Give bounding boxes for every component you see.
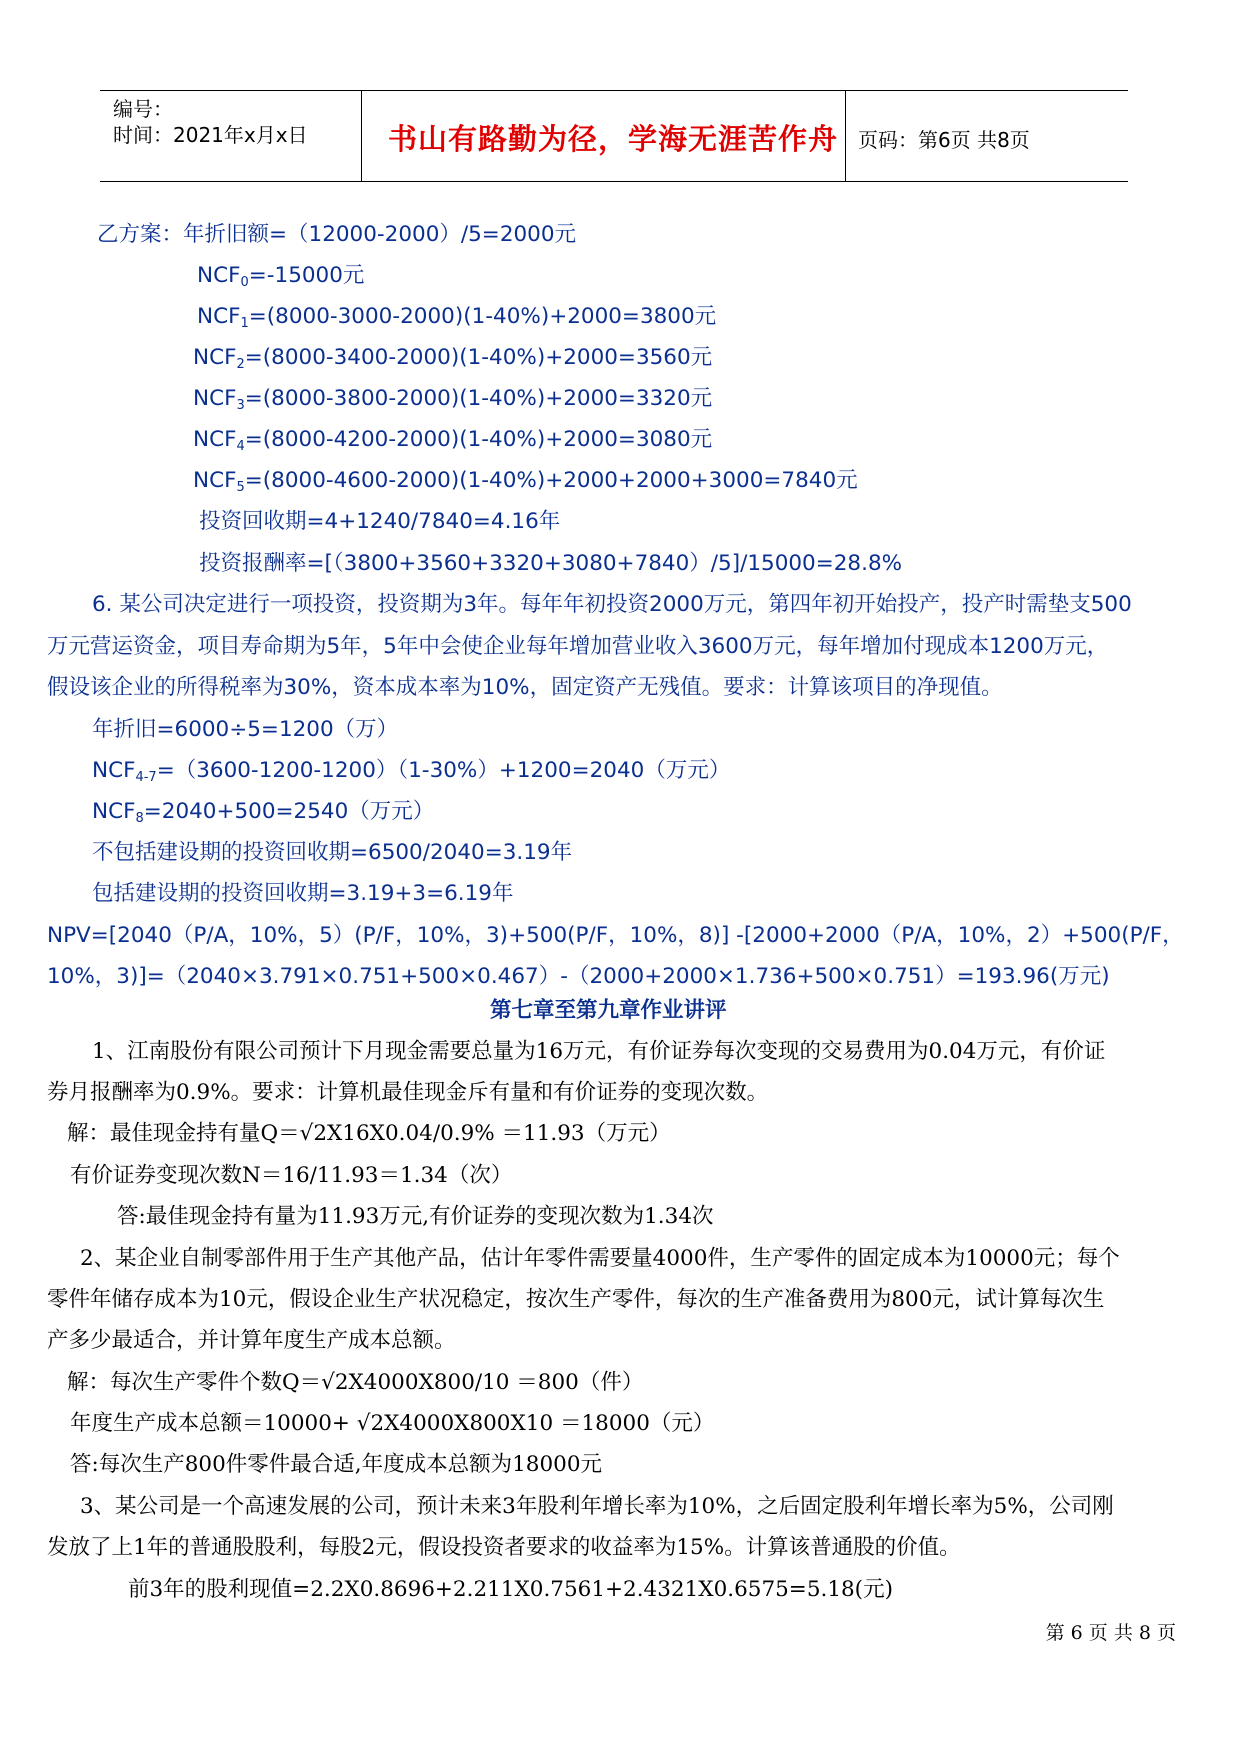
q1-answer: 答:最佳现金持有量为11.93万元,有价证券的变现次数为1.34次 [117,1204,714,1229]
plan-b-ncf1: $NCF_1=(8000-3000-2000)(1-40\%)+2000=3800$元 [197,304,717,331]
serial-label: 编号： [113,97,173,121]
plan-b-roi: 投资报酬率=[（3800+3560+3320+3080+7840）/5]/15000=28.8% [199,551,903,576]
q1-line-2: 券月报酬率为0.9%。要求：计算机最佳现金斥有量和有价证券的变现次数。 [47,1080,769,1105]
q3-solution: 前3年的股利现值=2.2X0.8696+2.211X0.7561+2.4321X0.6575=5.18(元) [128,1577,893,1602]
q6-ncf8: $NCF_8=2040+500=2540$（万元） [92,799,435,826]
q3-line-2: 发放了上1年的普通股股利，每股2元，假设投资者要求的收益率为15%。计算该普通股的价值。 [47,1535,961,1560]
plan-b-payback: 投资回收期=4+1240/7840=4.16年 [199,509,561,534]
plan-b-ncf5: $NCF_5=(8000-4600-2000)(1-40\%)+2000+2000+3000=7840$元 [193,468,858,495]
plan-b-ncf3: $NCF_3=(8000-3800-2000)(1-40\%)+2000=3320$元 [193,386,713,413]
header-divider-right [845,90,846,182]
plan-b-ncf4: $NCF_4=(8000-4200-2000)(1-40\%)+2000=3080$元 [193,427,713,454]
header-motto: 书山有路勤为径，学海无涯苦作舟 [388,122,839,156]
q2-line-2: 零件年储存成本为10元，假设企业生产状况稳定，按次生产零件，每次的生产准备费用为800元，试计算每次生 [47,1287,1105,1312]
q1-solution-q: 解：最佳现金持有量Q＝√2X16X0.04/0.9% ＝11.93（万元） [67,1121,671,1146]
header-top-border [100,90,1128,91]
q1-solution-n: 有价证券变现次数N＝16/11.93＝1.34（次） [70,1163,513,1188]
chapter-title: 第七章至第九章作业讲评 [490,998,727,1023]
plan-b-depreciation: 乙方案：年折旧额=（12000-2000）/5=2000元 [97,222,577,247]
date-label: 时间：2021年x月x日 [113,123,308,147]
page-label: 页码：第6页 共8页 [858,128,1030,152]
q2-solution-q: 解：每次生产零件个数Q＝√2X4000X800/10 ＝800（件） [67,1370,644,1395]
header-divider-left [361,90,362,182]
q6-npv-line-2: 10%，3)]=（2040×3.791×0.751+500×0.467）-（2000+2000×1.736+500×0.751）=193.96(万元) [47,964,1110,989]
plan-b-ncf2: $NCF_2=(8000-3400-2000)(1-40\%)+2000=3560$元 [193,345,713,372]
q6-payback-excl: 不包括建设期的投资回收期=6500/2040=3.19年 [92,840,573,865]
q3-line-1: 3、某公司是一个高速发展的公司，预计未来3年股利年增长率为10%，之后固定股利年增长率为5%，公司刚 [80,1494,1114,1519]
q1-line-1: 1、江南股份有限公司预计下月现金需要总量为16万元，有价证券每次变现的交易费用为0.04万元，有价证 [92,1039,1106,1064]
q6-line-1: 6. 某公司决定进行一项投资，投资期为3年。每年年初投资2000万元，第四年初开始投产，投产时需垫支500 [92,592,1132,617]
q2-line-1: 2、某企业自制零部件用于生产其他产品，估计年零件需要量4000件，生产零件的固定成本为10000元；每个 [80,1246,1120,1271]
q6-npv-line-1: NPV=[2040（P/A，10%，5）(P/F，10%，3)+500(P/F，10%，8)] -[2000+2000（P/A，10%，2）+500(P/F， [47,923,1184,948]
header-bottom-border [100,181,1128,182]
page-footer: 第 6 页 共 8 页 [1045,1622,1176,1644]
plan-b-ncf0: $NCF_0=-15000$元 [197,263,365,290]
q6-line-3: 假设该企业的所得税率为30%，资本成本率为10%，固定资产无残值。要求：计算该项目的净现值。 [47,675,1003,700]
q6-payback-incl: 包括建设期的投资回收期=3.19+3=6.19年 [92,881,514,906]
q2-line-3: 产多少最适合，并计算年度生产成本总额。 [47,1328,456,1353]
q2-answer: 答:每次生产800件零件最合适,年度成本总额为18000元 [70,1452,603,1477]
q6-line-2: 万元营运资金，项目寿命期为5年，5年中会使企业每年增加营业收入3600万元，每年增加付现成本1200万元， [47,634,1109,659]
q2-solution-total: 年度生产成本总额＝10000+ √2X4000X800X10 ＝18000（元） [70,1411,715,1436]
q6-ncf4-7: $NCF_{4-7}=(3600-1200-1200)(1-30\%)+1200=2040$（万元） [92,758,731,785]
q6-depreciation: 年折旧=6000÷5=1200（万） [92,717,399,742]
